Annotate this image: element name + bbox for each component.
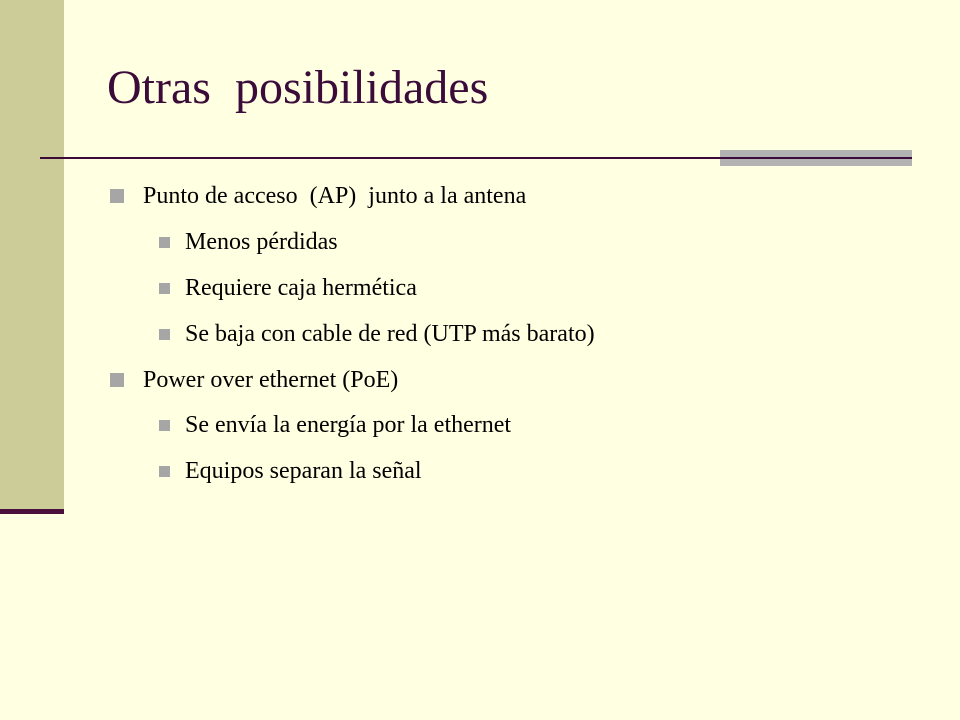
sub-bullet-item: [159, 409, 511, 441]
sub-bullet-item: [159, 318, 595, 350]
bullet-item: [110, 180, 526, 212]
square-bullet-icon: [110, 373, 124, 387]
sub-bullet-text: Equipos separan la señal: [185, 457, 422, 484]
title-rule-accent-bottom: [720, 159, 912, 166]
title-rule-accent-top: [720, 150, 912, 157]
sub-bullet-item: [159, 455, 422, 487]
square-bullet-icon: [110, 189, 124, 203]
title-rule: [40, 157, 912, 159]
side-band-end-line: [0, 509, 64, 514]
sub-bullet-text: Requiere caja hermética: [185, 274, 417, 301]
sub-bullet-text: Menos pérdidas: [185, 228, 338, 255]
sub-bullet-item: [159, 226, 338, 258]
square-bullet-icon: [159, 466, 170, 477]
sub-bullet-text: Se envía la energía por la ethernet: [185, 411, 512, 438]
square-bullet-icon: [159, 420, 170, 431]
bullet-item: [110, 364, 398, 396]
square-bullet-icon: [159, 329, 170, 340]
square-bullet-icon: [159, 237, 170, 248]
side-band: [0, 0, 64, 512]
bullet-text: Power over ethernet (PoE): [143, 366, 399, 393]
slide-title: Otras posibilidades: [107, 61, 489, 114]
sub-bullet-item: [159, 272, 417, 304]
sub-bullet-text: Se baja con cable de red (UTP más barato): [185, 320, 595, 347]
bullet-text: Punto de acceso (AP) junto a la antena: [143, 182, 527, 209]
square-bullet-icon: [159, 283, 170, 294]
